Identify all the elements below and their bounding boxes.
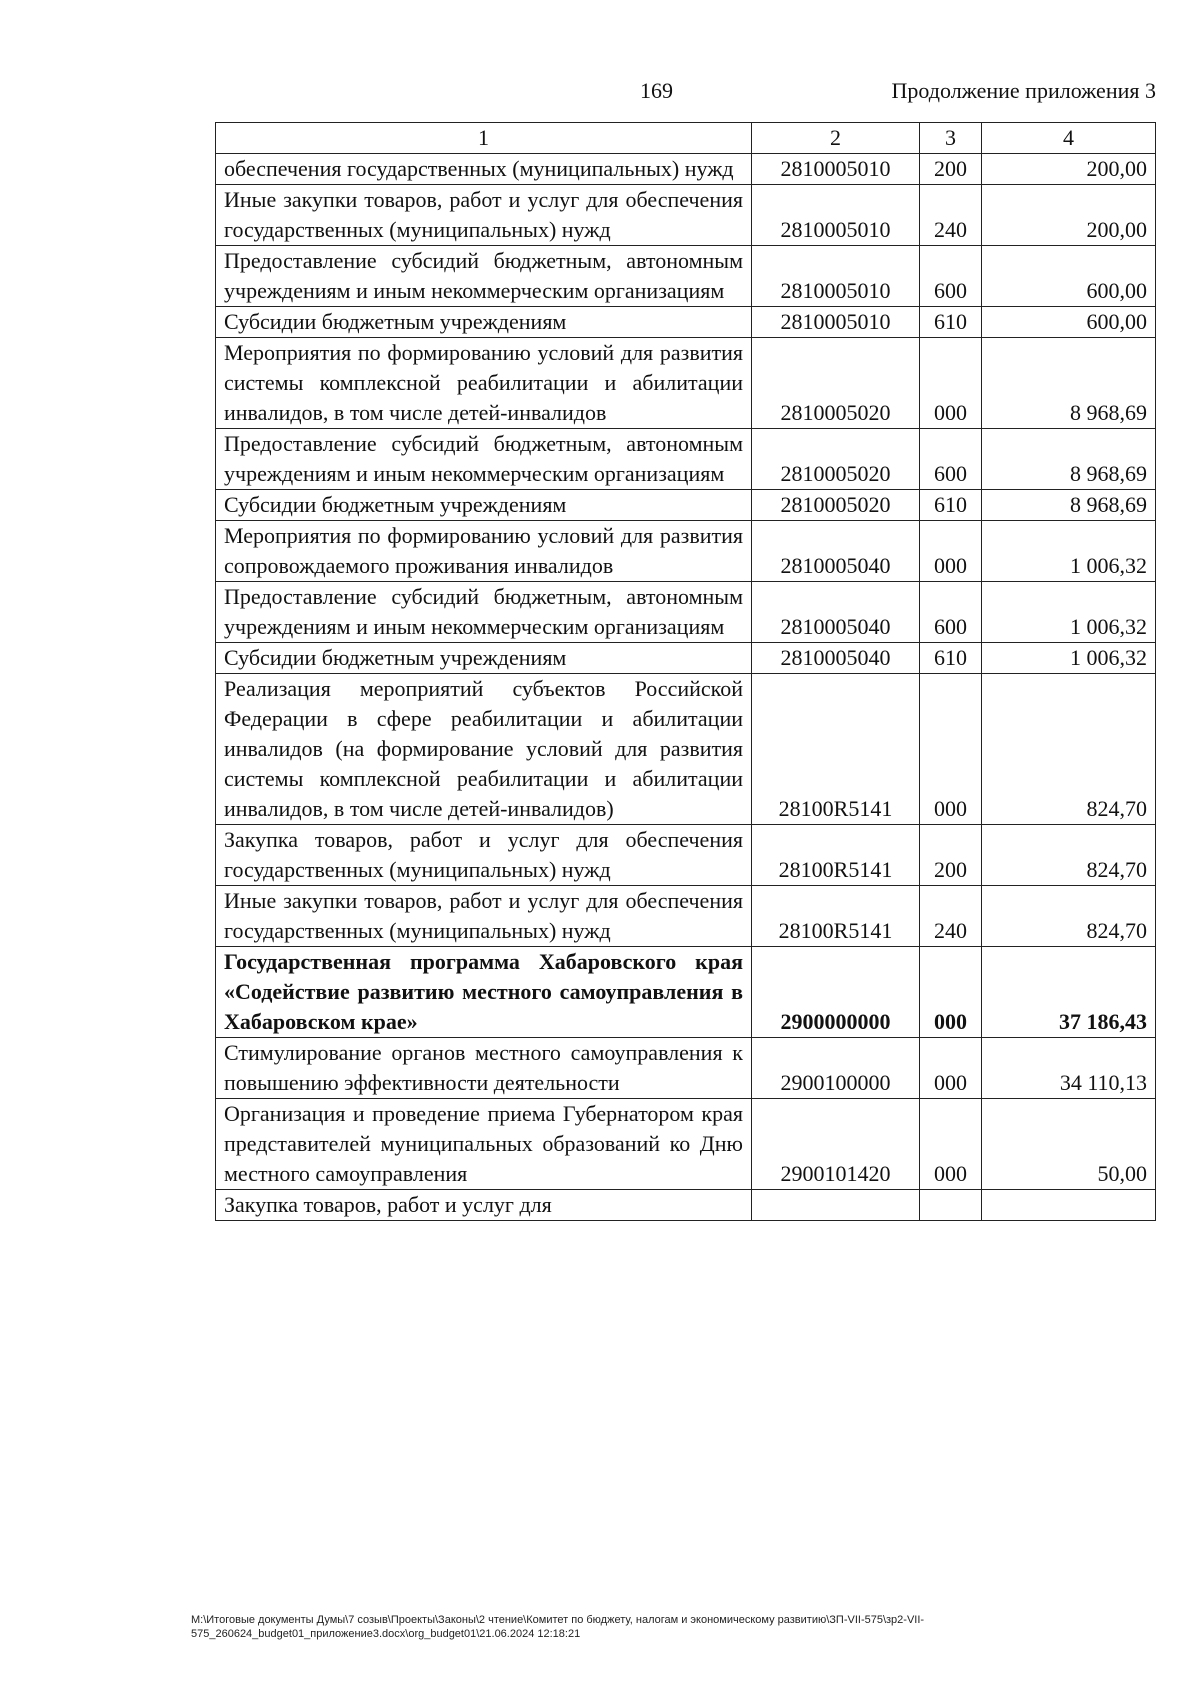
row-name-cell: Предоставление субсидий бюджетным, автономным учреждениям и иным некоммерческим организациям — [216, 429, 752, 490]
row-vr-cell: 000 — [920, 338, 982, 429]
row-name-cell: Мероприятия по формированию условий для развития системы комплексной реабилитации и абилитации инвалидов, в том числе детей-инвалидов — [216, 338, 752, 429]
column-header-3: 3 — [920, 123, 982, 154]
row-name-cell: Иные закупки товаров, работ и услуг для обеспечения государственных (муниципальных) нужд — [216, 185, 752, 246]
row-vr-cell: 600 — [920, 246, 982, 307]
row-amount-cell: 37 186,43 — [982, 947, 1156, 1038]
table-body — [216, 154, 1156, 1221]
table-row — [216, 185, 1156, 246]
row-name-cell: Субсидии бюджетным учреждениям — [216, 490, 752, 521]
row-name-cell: Иные закупки товаров, работ и услуг для обеспечения государственных (муниципальных) нужд — [216, 886, 752, 947]
row-name-cell: Предоставление субсидий бюджетным, автономным учреждениям и иным некоммерческим организациям — [216, 246, 752, 307]
table-row — [216, 521, 1156, 582]
row-name-cell: Реализация мероприятий субъектов Российской Федерации в сфере реабилитации и абилитации инвалидов (на формирование условий для развития системы комплексной реабилитации и абилитации инвалидов, в том числе детей-инвалидов) — [216, 674, 752, 825]
row-vr-cell — [920, 1190, 982, 1221]
table-row — [216, 490, 1156, 521]
column-header-1: 1 — [216, 123, 752, 154]
row-name-cell: обеспечения государственных (муниципальных) нужд — [216, 154, 752, 185]
page-number: 169 — [640, 78, 673, 103]
row-code-cell: 2900101420 — [752, 1099, 920, 1190]
footer-file-path: М:\Итоговые документы Думы\7 созыв\Проекты\Законы\2 чтение\Комитет по бюджету, налогам и экономическому развитию\ЗП-VII-575\зр2-VII-575_260624_budget01_приложение3.docx\org_budget01\21.06.2024 12:18:21 — [191, 1614, 925, 1640]
row-vr-cell: 240 — [920, 886, 982, 947]
row-amount-cell: 34 110,13 — [982, 1038, 1156, 1099]
row-amount-cell: 200,00 — [982, 154, 1156, 185]
row-amount-cell: 824,70 — [982, 886, 1156, 947]
table-row — [216, 1099, 1156, 1190]
row-code-cell: 2810005010 — [752, 154, 920, 185]
row-vr-cell: 000 — [920, 947, 982, 1038]
row-code-cell: 2810005020 — [752, 338, 920, 429]
table-header-row — [216, 123, 1156, 154]
row-name-cell: Государственная программа Хабаровского края «Содействие развитию местного самоуправления в Хабаровском крае» — [216, 947, 752, 1038]
table-row — [216, 947, 1156, 1038]
row-code-cell: 2810005040 — [752, 521, 920, 582]
row-name-cell: Субсидии бюджетным учреждениям — [216, 643, 752, 674]
row-vr-cell: 610 — [920, 490, 982, 521]
row-vr-cell: 000 — [920, 1038, 982, 1099]
row-vr-cell: 610 — [920, 307, 982, 338]
table-row — [216, 307, 1156, 338]
table-row — [216, 674, 1156, 825]
row-amount-cell: 8 968,69 — [982, 429, 1156, 490]
row-amount-cell: 1 006,32 — [982, 643, 1156, 674]
budget-table — [215, 122, 1156, 1221]
row-vr-cell: 000 — [920, 1099, 982, 1190]
row-amount-cell: 1 006,32 — [982, 582, 1156, 643]
table-row — [216, 1190, 1156, 1221]
row-amount-cell: 824,70 — [982, 674, 1156, 825]
table-row — [216, 1038, 1156, 1099]
row-code-cell: 2810005020 — [752, 429, 920, 490]
table-row — [216, 825, 1156, 886]
row-amount-cell: 1 006,32 — [982, 521, 1156, 582]
table-row — [216, 154, 1156, 185]
row-amount-cell: 600,00 — [982, 246, 1156, 307]
row-name-cell: Организация и проведение приема Губернатором края представителей муниципальных образований ко Дню местного самоуправления — [216, 1099, 752, 1190]
row-code-cell: 2900100000 — [752, 1038, 920, 1099]
row-code-cell — [752, 1190, 920, 1221]
row-code-cell: 2810005040 — [752, 582, 920, 643]
row-code-cell: 2810005010 — [752, 246, 920, 307]
row-amount-cell: 600,00 — [982, 307, 1156, 338]
row-name-cell: Закупка товаров, работ и услуг для — [216, 1190, 752, 1221]
row-amount-cell: 824,70 — [982, 825, 1156, 886]
row-code-cell: 28100R5141 — [752, 674, 920, 825]
row-code-cell: 2810005010 — [752, 185, 920, 246]
row-name-cell: Закупка товаров, работ и услуг для обеспечения государственных (муниципальных) нужд — [216, 825, 752, 886]
row-name-cell: Мероприятия по формированию условий для развития сопровождаемого проживания инвалидов — [216, 521, 752, 582]
continuation-label: Продолжение приложения 3 — [891, 78, 1156, 103]
row-vr-cell: 200 — [920, 825, 982, 886]
row-name-cell: Стимулирование органов местного самоуправления к повышению эффективности деятельности — [216, 1038, 752, 1099]
row-amount-cell: 50,00 — [982, 1099, 1156, 1190]
row-vr-cell: 610 — [920, 643, 982, 674]
row-code-cell: 2900000000 — [752, 947, 920, 1038]
row-code-cell: 2810005040 — [752, 643, 920, 674]
row-name-cell: Предоставление субсидий бюджетным, автономным учреждениям и иным некоммерческим организациям — [216, 582, 752, 643]
table-row — [216, 429, 1156, 490]
row-vr-cell: 000 — [920, 521, 982, 582]
row-code-cell: 2810005020 — [752, 490, 920, 521]
row-code-cell: 28100R5141 — [752, 825, 920, 886]
row-amount-cell: 8 968,69 — [982, 338, 1156, 429]
row-vr-cell: 600 — [920, 429, 982, 490]
table-row — [216, 246, 1156, 307]
row-amount-cell: 8 968,69 — [982, 490, 1156, 521]
column-header-2: 2 — [752, 123, 920, 154]
row-name-cell: Субсидии бюджетным учреждениям — [216, 307, 752, 338]
row-code-cell: 2810005010 — [752, 307, 920, 338]
row-code-cell: 28100R5141 — [752, 886, 920, 947]
row-amount-cell — [982, 1190, 1156, 1221]
table-row — [216, 338, 1156, 429]
table-row — [216, 643, 1156, 674]
row-vr-cell: 240 — [920, 185, 982, 246]
row-vr-cell: 000 — [920, 674, 982, 825]
table-row — [216, 886, 1156, 947]
row-amount-cell: 200,00 — [982, 185, 1156, 246]
row-vr-cell: 600 — [920, 582, 982, 643]
table-row — [216, 582, 1156, 643]
column-header-4: 4 — [982, 123, 1156, 154]
row-vr-cell: 200 — [920, 154, 982, 185]
